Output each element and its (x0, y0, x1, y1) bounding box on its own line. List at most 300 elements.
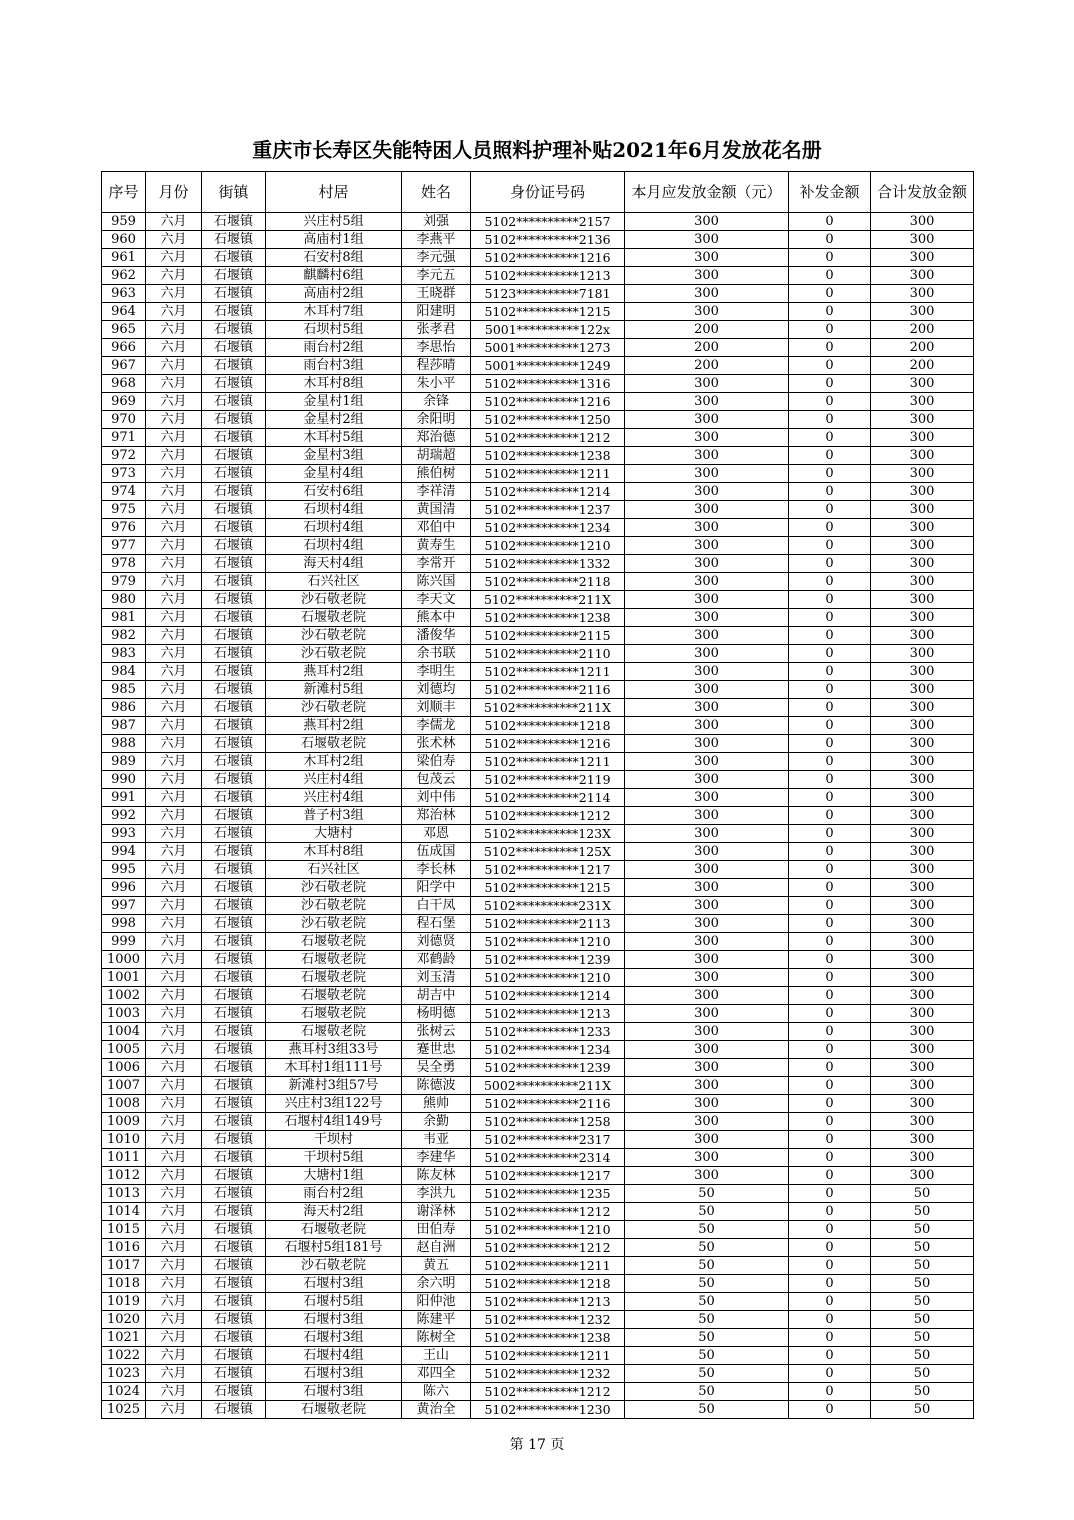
table-cell: 郑治林 (402, 807, 471, 825)
table-cell: 石堰镇 (202, 555, 266, 573)
table-cell: 石堰敬老院 (266, 735, 402, 753)
table-cell: 六月 (146, 285, 202, 303)
table-cell: 刘强 (402, 213, 471, 231)
table-cell: 石堰敬老院 (266, 1221, 402, 1239)
table-cell: 0 (789, 699, 871, 717)
table-cell: 300 (871, 1167, 974, 1185)
table-cell: 996 (102, 879, 146, 897)
table-cell: 六月 (146, 987, 202, 1005)
table-cell: 50 (625, 1221, 789, 1239)
table-cell: 六月 (146, 645, 202, 663)
table-cell: 50 (625, 1257, 789, 1275)
table-cell: 0 (789, 969, 871, 987)
table-cell: 木耳村8组 (266, 843, 402, 861)
table-cell: 包茂云 (402, 771, 471, 789)
table-cell: 石堰镇 (202, 825, 266, 843)
table-cell: 石堰村3组 (266, 1275, 402, 1293)
table-cell: 六月 (146, 249, 202, 267)
table-cell: 300 (625, 933, 789, 951)
table-cell: 石堰镇 (202, 735, 266, 753)
table-cell: 李思怡 (402, 339, 471, 357)
table-cell: 六月 (146, 1149, 202, 1167)
table-cell: 胡吉中 (402, 987, 471, 1005)
table-cell: 0 (789, 1113, 871, 1131)
table-cell: 石堰镇 (202, 447, 266, 465)
table-cell: 0 (789, 1059, 871, 1077)
table-cell: 石堰敬老院 (266, 987, 402, 1005)
table-cell: 石堰镇 (202, 1059, 266, 1077)
table-cell: 0 (789, 861, 871, 879)
table-cell: 石堰镇 (202, 1401, 266, 1419)
table-cell: 300 (871, 861, 974, 879)
table-cell: 0 (789, 321, 871, 339)
table-cell: 石堰镇 (202, 1167, 266, 1185)
table-cell: 300 (625, 285, 789, 303)
header-cell: 身份证号码 (471, 172, 625, 213)
table-cell: 黄治全 (402, 1401, 471, 1419)
table-cell: 石堰镇 (202, 1347, 266, 1365)
table-row (102, 1203, 974, 1221)
table-cell: 300 (871, 951, 974, 969)
table-cell: 石堰镇 (202, 1113, 266, 1131)
table-cell: 300 (625, 375, 789, 393)
table-cell: 300 (625, 267, 789, 285)
table-cell: 阳建明 (402, 303, 471, 321)
table-cell: 5102**********2317 (471, 1131, 625, 1149)
table-cell: 300 (871, 753, 974, 771)
table-cell: 1010 (102, 1131, 146, 1149)
table-cell: 六月 (146, 1203, 202, 1221)
table-cell: 干坝村5组 (266, 1149, 402, 1167)
table-cell: 木耳村2组 (266, 753, 402, 771)
table-cell: 六月 (146, 915, 202, 933)
table-cell: 5102**********1316 (471, 375, 625, 393)
table-cell: 1009 (102, 1113, 146, 1131)
table-cell: 200 (625, 339, 789, 357)
table-row (102, 375, 974, 393)
table-row (102, 645, 974, 663)
table-row (102, 663, 974, 681)
table-cell: 六月 (146, 897, 202, 915)
table-cell: 300 (871, 663, 974, 681)
table-cell: 961 (102, 249, 146, 267)
table-cell: 张术林 (402, 735, 471, 753)
table-row (102, 213, 974, 231)
table-cell: 石堰镇 (202, 1095, 266, 1113)
table-cell: 燕耳村3组33号 (266, 1041, 402, 1059)
table-cell: 986 (102, 699, 146, 717)
table-cell: 300 (871, 465, 974, 483)
table-cell: 六月 (146, 1329, 202, 1347)
table-cell: 0 (789, 1257, 871, 1275)
table-cell: 六月 (146, 1023, 202, 1041)
table-cell: 300 (871, 879, 974, 897)
table-cell: 5102**********1210 (471, 969, 625, 987)
table-cell: 300 (871, 573, 974, 591)
table-row (102, 789, 974, 807)
table-row (102, 555, 974, 573)
table-cell: 六月 (146, 717, 202, 735)
table-cell: 余勤 (402, 1113, 471, 1131)
table-cell: 50 (625, 1329, 789, 1347)
table-cell: 金星村3组 (266, 447, 402, 465)
table-cell: 邓鹤龄 (402, 951, 471, 969)
table-cell: 1019 (102, 1293, 146, 1311)
table-cell: 300 (871, 213, 974, 231)
table-cell: 5102**********1210 (471, 933, 625, 951)
table-cell: 郑治德 (402, 429, 471, 447)
table-cell: 200 (871, 321, 974, 339)
table-cell: 六月 (146, 1365, 202, 1383)
table-cell: 黄寿生 (402, 537, 471, 555)
table-cell: 石堰敬老院 (266, 1005, 402, 1023)
table-cell: 5001**********1273 (471, 339, 625, 357)
table-cell: 0 (789, 519, 871, 537)
table-cell: 沙石敬老院 (266, 879, 402, 897)
table-cell: 石堰镇 (202, 429, 266, 447)
table-cell: 5102**********1233 (471, 1023, 625, 1041)
table-cell: 1012 (102, 1167, 146, 1185)
table-cell: 5102**********2113 (471, 915, 625, 933)
table-cell: 张树云 (402, 1023, 471, 1041)
table-cell: 300 (625, 447, 789, 465)
table-cell: 石堰镇 (202, 789, 266, 807)
table-cell: 50 (625, 1293, 789, 1311)
table-cell: 0 (789, 1293, 871, 1311)
table-cell: 程石堡 (402, 915, 471, 933)
table-cell: 997 (102, 897, 146, 915)
table-cell: 石堰镇 (202, 1311, 266, 1329)
table-cell: 石堰镇 (202, 357, 266, 375)
table-cell: 六月 (146, 861, 202, 879)
table-cell: 海天村4组 (266, 555, 402, 573)
table-cell: 1000 (102, 951, 146, 969)
table-cell: 石堰敬老院 (266, 609, 402, 627)
header-cell: 序号 (102, 172, 146, 213)
table-cell: 陈建平 (402, 1311, 471, 1329)
table-row (102, 1365, 974, 1383)
table-cell: 970 (102, 411, 146, 429)
table-cell: 981 (102, 609, 146, 627)
table-cell: 0 (789, 627, 871, 645)
table-cell: 大塘村 (266, 825, 402, 843)
table-cell: 1018 (102, 1275, 146, 1293)
header-row (102, 172, 974, 213)
table-cell: 992 (102, 807, 146, 825)
table-cell: 李燕平 (402, 231, 471, 249)
table-row (102, 1041, 974, 1059)
table-cell: 石堰镇 (202, 519, 266, 537)
table-cell: 石堰镇 (202, 861, 266, 879)
table-row (102, 1005, 974, 1023)
table-cell: 张孝君 (402, 321, 471, 339)
table-cell: 新滩村3组57号 (266, 1077, 402, 1095)
table-cell: 300 (871, 699, 974, 717)
table-cell: 5102**********1238 (471, 447, 625, 465)
table-cell: 50 (871, 1185, 974, 1203)
table-cell: 胡瑞超 (402, 447, 471, 465)
table-cell: 六月 (146, 501, 202, 519)
table-row (102, 627, 974, 645)
table-cell: 石兴社区 (266, 861, 402, 879)
table-cell: 300 (625, 735, 789, 753)
table-cell: 300 (625, 915, 789, 933)
table-cell: 六月 (146, 267, 202, 285)
table-cell: 石堰镇 (202, 1077, 266, 1095)
table-cell: 991 (102, 789, 146, 807)
table-cell: 5102**********1210 (471, 1221, 625, 1239)
table-cell: 伍成国 (402, 843, 471, 861)
table-cell: 1022 (102, 1347, 146, 1365)
table-cell: 5102**********1238 (471, 1329, 625, 1347)
table-cell: 程莎晴 (402, 357, 471, 375)
table-cell: 石堰镇 (202, 591, 266, 609)
table-row (102, 519, 974, 537)
table-cell: 1015 (102, 1221, 146, 1239)
table-cell: 0 (789, 447, 871, 465)
table-cell: 5102**********1211 (471, 465, 625, 483)
table-row (102, 1329, 974, 1347)
table-cell: 5102**********1212 (471, 807, 625, 825)
table-cell: 石堰镇 (202, 933, 266, 951)
table-cell: 杨明德 (402, 1005, 471, 1023)
header-cell: 村居 (266, 172, 402, 213)
table-cell: 陈兴国 (402, 573, 471, 591)
table-cell: 0 (789, 1401, 871, 1419)
table-cell: 985 (102, 681, 146, 699)
table-row (102, 717, 974, 735)
table-cell: 石堰镇 (202, 249, 266, 267)
table-cell: 300 (625, 303, 789, 321)
table-cell: 六月 (146, 1041, 202, 1059)
table-cell: 六月 (146, 483, 202, 501)
table-cell: 300 (625, 393, 789, 411)
table-cell: 六月 (146, 429, 202, 447)
table-cell: 陈树全 (402, 1329, 471, 1347)
table-cell: 300 (625, 1149, 789, 1167)
table-row (102, 1257, 974, 1275)
table-cell: 0 (789, 753, 871, 771)
table-cell: 0 (789, 609, 871, 627)
table-row (102, 267, 974, 285)
table-cell: 5102**********1239 (471, 1059, 625, 1077)
table-cell: 300 (625, 537, 789, 555)
table-cell: 966 (102, 339, 146, 357)
table-cell: 六月 (146, 393, 202, 411)
table-cell: 5102**********1258 (471, 1113, 625, 1131)
table-cell: 六月 (146, 753, 202, 771)
table-cell: 石堰镇 (202, 1005, 266, 1023)
table-cell: 1023 (102, 1365, 146, 1383)
table-cell: 50 (625, 1275, 789, 1293)
table-cell: 余阳明 (402, 411, 471, 429)
table-cell: 石堰镇 (202, 267, 266, 285)
table-cell: 石堰镇 (202, 1203, 266, 1221)
table-cell: 300 (871, 1059, 974, 1077)
table-cell: 200 (625, 321, 789, 339)
table-cell: 5102**********2116 (471, 1095, 625, 1113)
table-row (102, 339, 974, 357)
table-cell: 5102**********1214 (471, 987, 625, 1005)
table-row (102, 1023, 974, 1041)
table-cell: 5102**********2116 (471, 681, 625, 699)
table-cell: 975 (102, 501, 146, 519)
table-cell: 石堰镇 (202, 501, 266, 519)
table-cell: 六月 (146, 465, 202, 483)
table-cell: 六月 (146, 789, 202, 807)
table-cell: 潘俊华 (402, 627, 471, 645)
table-cell: 0 (789, 591, 871, 609)
table-cell: 50 (871, 1347, 974, 1365)
table-cell: 300 (625, 771, 789, 789)
table-cell: 石堰镇 (202, 1239, 266, 1257)
table-row (102, 429, 974, 447)
table-cell: 1017 (102, 1257, 146, 1275)
table-cell: 0 (789, 285, 871, 303)
table-cell: 石堰镇 (202, 231, 266, 249)
table-cell: 5102**********1217 (471, 1167, 625, 1185)
table-cell: 兴庄村4组 (266, 771, 402, 789)
table-cell: 300 (625, 1023, 789, 1041)
table-row (102, 1275, 974, 1293)
table-cell: 0 (789, 483, 871, 501)
table-row (102, 1401, 974, 1419)
table-cell: 0 (789, 1203, 871, 1221)
table-cell: 5102**********2118 (471, 573, 625, 591)
table-cell: 0 (789, 645, 871, 663)
table-cell: 0 (789, 663, 871, 681)
table-cell: 石堰镇 (202, 375, 266, 393)
table-cell: 石堰镇 (202, 1149, 266, 1167)
table-cell: 300 (871, 1077, 974, 1095)
table-cell: 六月 (146, 1383, 202, 1401)
table-cell: 熊本中 (402, 609, 471, 627)
table-cell: 石堰镇 (202, 411, 266, 429)
table-cell: 300 (871, 843, 974, 861)
table-cell: 石堰村3组 (266, 1311, 402, 1329)
table-cell: 300 (871, 1041, 974, 1059)
table-cell: 木耳村1组111号 (266, 1059, 402, 1077)
table-cell: 5102**********1239 (471, 951, 625, 969)
table-cell: 刘玉清 (402, 969, 471, 987)
table-cell: 300 (625, 519, 789, 537)
table-cell: 300 (871, 285, 974, 303)
table-cell: 六月 (146, 699, 202, 717)
table-cell: 300 (871, 1131, 974, 1149)
table-cell: 300 (625, 969, 789, 987)
table-cell: 50 (625, 1383, 789, 1401)
table-cell: 0 (789, 879, 871, 897)
table-cell: 韦亚 (402, 1131, 471, 1149)
table-cell: 990 (102, 771, 146, 789)
table-row (102, 357, 974, 375)
table-cell: 六月 (146, 1347, 202, 1365)
table-cell: 999 (102, 933, 146, 951)
table-cell: 300 (625, 1059, 789, 1077)
table-cell: 5102**********211X (471, 699, 625, 717)
table-cell: 石堰镇 (202, 807, 266, 825)
table-cell: 石堰镇 (202, 699, 266, 717)
table-cell: 5102**********1215 (471, 303, 625, 321)
table-row (102, 537, 974, 555)
table-cell: 300 (625, 1131, 789, 1149)
table-cell: 石坝村4组 (266, 537, 402, 555)
table-cell: 六月 (146, 1095, 202, 1113)
table-cell: 石堰镇 (202, 717, 266, 735)
table-cell: 0 (789, 249, 871, 267)
table-cell: 陈友林 (402, 1167, 471, 1185)
table-cell: 0 (789, 1041, 871, 1059)
table-cell: 六月 (146, 1167, 202, 1185)
table-cell: 0 (789, 951, 871, 969)
table-cell: 300 (625, 807, 789, 825)
table-cell: 邓四全 (402, 1365, 471, 1383)
table-cell: 300 (871, 375, 974, 393)
table-cell: 50 (625, 1203, 789, 1221)
table-cell: 5102**********1215 (471, 879, 625, 897)
table-cell: 李元强 (402, 249, 471, 267)
table-cell: 0 (789, 825, 871, 843)
table-cell: 300 (871, 915, 974, 933)
table-cell: 金星村2组 (266, 411, 402, 429)
table-cell: 5102**********1218 (471, 1275, 625, 1293)
table-cell: 300 (871, 483, 974, 501)
table-cell: 5102**********1234 (471, 1041, 625, 1059)
table-cell: 300 (625, 573, 789, 591)
table-cell: 石堰村4组 (266, 1347, 402, 1365)
table-cell: 5102**********2115 (471, 627, 625, 645)
table-cell: 300 (871, 645, 974, 663)
table-cell: 沙石敬老院 (266, 915, 402, 933)
header-cell: 合计发放金额 (871, 172, 974, 213)
table-cell: 1006 (102, 1059, 146, 1077)
table-cell: 熊伯树 (402, 465, 471, 483)
table-cell: 普子村3组 (266, 807, 402, 825)
table-cell: 石堰敬老院 (266, 1023, 402, 1041)
table-cell: 0 (789, 1077, 871, 1095)
table-cell: 燕耳村2组 (266, 663, 402, 681)
table-cell: 0 (789, 303, 871, 321)
table-cell: 5102**********2114 (471, 789, 625, 807)
table-row (102, 393, 974, 411)
table-cell: 石堰镇 (202, 609, 266, 627)
table-cell: 六月 (146, 231, 202, 249)
table-cell: 965 (102, 321, 146, 339)
table-cell: 石堰镇 (202, 663, 266, 681)
table-cell: 300 (625, 699, 789, 717)
table-cell: 石堰镇 (202, 969, 266, 987)
table-cell: 300 (625, 555, 789, 573)
table-cell: 王山 (402, 1347, 471, 1365)
table-cell: 300 (625, 987, 789, 1005)
table-row (102, 483, 974, 501)
table-cell: 金星村4组 (266, 465, 402, 483)
table-cell: 六月 (146, 1131, 202, 1149)
table-row (102, 681, 974, 699)
table-cell: 5102**********1230 (471, 1401, 625, 1419)
table-cell: 0 (789, 717, 871, 735)
table-cell: 黄五 (402, 1257, 471, 1275)
table-cell: 300 (871, 969, 974, 987)
table-cell: 300 (625, 717, 789, 735)
table-cell: 300 (871, 501, 974, 519)
table-cell: 5102**********211X (471, 591, 625, 609)
table-cell: 六月 (146, 1293, 202, 1311)
table-cell: 燕耳村2组 (266, 717, 402, 735)
table-cell: 石堰镇 (202, 537, 266, 555)
table-cell: 5102**********1250 (471, 411, 625, 429)
table-cell: 0 (789, 357, 871, 375)
